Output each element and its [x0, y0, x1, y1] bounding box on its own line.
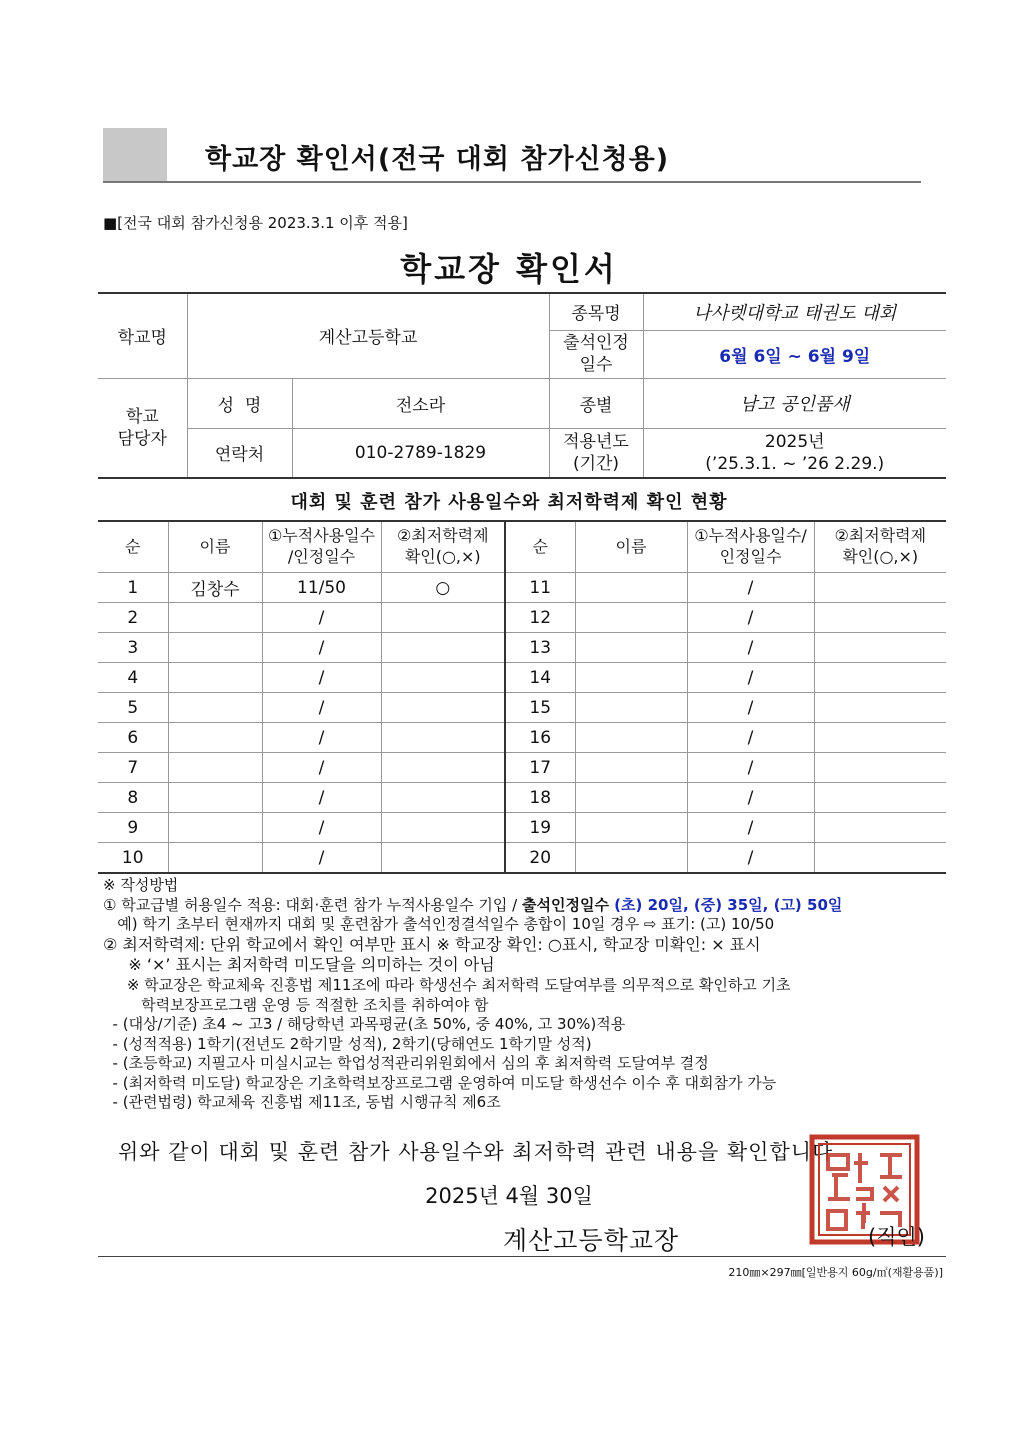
guide-title: ※ 작성방법	[103, 876, 179, 894]
table-row	[98, 753, 946, 783]
footer-paper-spec: 210㎜×297㎜[일반용지 60g/㎡(재활용품)]	[728, 1266, 943, 1279]
roster-name	[168, 693, 262, 723]
roster-days: /	[687, 693, 814, 723]
guide-line-1-text: ① 학교급별 허용일수 적용: 대회·훈련 참가 누적사용일수 기입 /	[103, 895, 522, 914]
header-acad-right: ②최저학력제 확인(○,×)	[814, 521, 946, 573]
roster-check	[814, 813, 946, 843]
contact-label: 연락처	[187, 428, 292, 478]
main-title: 학교장 확인서	[400, 250, 618, 288]
year-period: (’25.3.1. ~ ’26 2.29.)	[705, 453, 885, 474]
roster-check	[814, 573, 946, 603]
roster-name	[168, 723, 262, 753]
roster-days: /	[262, 693, 381, 723]
header-days-right: ①누적사용일수/ 인정일수	[687, 521, 814, 573]
guide-line-3: ② 최저학력제: 단위 학교에서 확인 여부만 표시 ※ 학교장 확인: ○표시, 학교장 미확인: × 표시	[103, 934, 761, 954]
table-row	[98, 843, 946, 874]
roster-no: 1	[98, 573, 168, 603]
guide-line-7: - (대상/기준) 초4 ~ 고3 / 해당학년 과목평균(초 50%, 중 40%, 고 30%)적용	[103, 1015, 626, 1034]
header-acad-left: ②최저학력제 확인(○,×)	[381, 521, 505, 573]
roster-check	[814, 723, 946, 753]
contact-value: 010-2789-1829	[292, 428, 549, 478]
roster-check	[381, 663, 505, 693]
roster-days: /	[262, 633, 381, 663]
roster-name	[168, 603, 262, 633]
guide-line-4: ※ ‘×’ 표시는 최저학력 미도달을 의미하는 것이 아님	[103, 955, 495, 975]
category-value: 남고 공인품새	[643, 378, 946, 428]
guide-line-10: - (최저학력 미도달) 학교장은 기초학력보장프로그램 운영하여 미도달 학생선수 이수 후 대회참가 가능	[103, 1073, 777, 1092]
roster-name	[168, 663, 262, 693]
roster-no: 18	[505, 783, 575, 813]
roster-no: 17	[505, 753, 575, 783]
roster-check	[381, 603, 505, 633]
roster-days: /	[687, 603, 814, 633]
roster-name	[168, 633, 262, 663]
event-value: 나사렛대학교 태권도 대회	[643, 293, 946, 330]
roster-name	[575, 813, 687, 843]
header-no-left: 순	[98, 521, 168, 573]
year-value: 2025년	[764, 431, 825, 452]
roster-name	[575, 843, 687, 874]
roster-days: /	[687, 813, 814, 843]
roster-no: 5	[98, 693, 168, 723]
guide-line-2: 예) 학기 초부터 현재까지 대회 및 훈련참가 출석인정결석일수 총합이 10일 경우 ⇨ 표기: (고) 10/50	[103, 915, 775, 933]
roster-check	[814, 753, 946, 783]
roster-days: /	[687, 753, 814, 783]
roster-no: 2	[98, 603, 168, 633]
year-cell	[643, 428, 946, 478]
roster-no: 14	[505, 663, 575, 693]
manager-label: 학교 담당자	[98, 378, 187, 478]
roster-check	[381, 723, 505, 753]
roster-days: /	[687, 843, 814, 874]
status-title: 대회 및 훈련 참가 사용일수와 최저학력제 확인 현황	[290, 492, 728, 513]
roster-no: 12	[505, 603, 575, 633]
category-label: 종별	[549, 378, 643, 428]
header-days-left: ①누적사용일수 /인정일수	[262, 521, 381, 573]
roster-check	[814, 693, 946, 723]
roster-name	[168, 813, 262, 843]
guide-line-9: - (초등학교) 지필고사 미실시교는 학업성적관리위원회에서 심의 후 최저학력 도달여부 결정	[103, 1054, 709, 1073]
guide-line-1-highlight: (초) 20일, (중) 35일, (고) 50일	[614, 895, 843, 914]
roster-name: 김창수	[168, 573, 262, 603]
guide-line-6: 학력보장프로그램 운영 등 적절한 조치를 취하여야 함	[103, 995, 489, 1014]
guide-line-8: - (성적적용) 1학기(전년도 2학기말 성적), 2학기(당해연도 1학기말 성적)	[103, 1034, 592, 1053]
roster-name	[575, 633, 687, 663]
guide-section	[103, 876, 953, 1113]
roster-no: 16	[505, 723, 575, 753]
roster-name	[575, 723, 687, 753]
roster-no: 7	[98, 753, 168, 783]
roster-no: 9	[98, 813, 168, 843]
roster-no: 8	[98, 783, 168, 813]
seal-label: (직인)	[868, 1225, 925, 1249]
roster-days: /	[262, 663, 381, 693]
roster-no: 19	[505, 813, 575, 843]
roster-days: /	[262, 723, 381, 753]
guide-line-5: ※ 학교장은 학교체육 진흥법 제11조에 따라 학생선수 최저학력 도달여부를 의무적으로 확인하고 기초	[103, 976, 791, 995]
roster-no: 4	[98, 663, 168, 693]
header-name-left: 이름	[168, 521, 262, 573]
roster-days: /	[687, 723, 814, 753]
confirm-date: 2025년 4월 30일	[425, 1184, 593, 1208]
guide-line-1	[103, 896, 953, 916]
table-row	[98, 603, 946, 633]
header-divider	[103, 181, 921, 183]
roster-check	[814, 843, 946, 874]
roster-check	[814, 663, 946, 693]
header-name-right: 이름	[575, 521, 687, 573]
roster-check	[814, 633, 946, 663]
roster-name	[168, 843, 262, 874]
attend-value: 6월 6일 ~ 6월 9일	[643, 330, 946, 378]
school-label: 학교명	[98, 293, 187, 378]
roster-days: /	[262, 603, 381, 633]
name-label: 성 명	[187, 378, 292, 428]
roster-days: /	[687, 573, 814, 603]
roster-name	[168, 783, 262, 813]
roster-no: 13	[505, 633, 575, 663]
roster-no: 11	[505, 573, 575, 603]
confirm-text: 위와 같이 대회 및 훈련 참가 사용일수와 최저학력 관련 내용을 확인합니다	[118, 1140, 834, 1164]
roster-name	[575, 693, 687, 723]
roster-days: 11/50	[262, 573, 381, 603]
roster-check	[381, 843, 505, 874]
table-row	[98, 573, 946, 603]
table-row	[98, 693, 946, 723]
guide-line-11: - (관련법령) 학교체육 진흥법 제11조, 동법 시행규칙 제6조	[103, 1093, 501, 1112]
roster-check	[381, 633, 505, 663]
table-row	[98, 783, 946, 813]
roster-days: /	[262, 753, 381, 783]
roster-days: /	[687, 783, 814, 813]
header-decor-box	[103, 128, 167, 182]
roster-days: /	[687, 633, 814, 663]
roster-check	[381, 693, 505, 723]
roster-check: ○	[381, 573, 505, 603]
roster-no: 10	[98, 843, 168, 874]
roster-name	[575, 603, 687, 633]
roster-name	[575, 753, 687, 783]
table-row	[98, 813, 946, 843]
roster-name	[575, 783, 687, 813]
year-label: 적용년도 (기간)	[549, 428, 643, 478]
roster-no: 15	[505, 693, 575, 723]
roster-check	[381, 813, 505, 843]
footer-divider	[98, 1256, 946, 1257]
roster-no: 20	[505, 843, 575, 874]
roster-check	[381, 753, 505, 783]
header-no-right: 순	[505, 521, 575, 573]
guide-line-1-bold: 출석인정일수	[522, 895, 615, 914]
roster-name	[575, 573, 687, 603]
header-title: 학교장 확인서(전국 대회 참가신청용)	[205, 144, 670, 175]
info-table	[98, 292, 946, 479]
roster-table	[98, 520, 946, 874]
roster-check	[814, 783, 946, 813]
table-row	[98, 633, 946, 663]
event-label: 종목명	[549, 293, 643, 330]
roster-name	[168, 753, 262, 783]
roster-days: /	[262, 813, 381, 843]
table-row	[98, 723, 946, 753]
roster-no: 3	[98, 633, 168, 663]
attend-label: 출석인정 일수	[549, 330, 643, 378]
school-value: 계산고등학교	[187, 293, 549, 378]
roster-days: /	[262, 843, 381, 874]
roster-days: /	[687, 663, 814, 693]
roster-name	[575, 663, 687, 693]
principal-name: 계산고등학교장	[503, 1226, 680, 1255]
roster-check	[814, 603, 946, 633]
roster-no: 6	[98, 723, 168, 753]
roster-days: /	[262, 783, 381, 813]
roster-check	[381, 783, 505, 813]
name-value: 전소라	[292, 378, 549, 428]
notice-text: ■[전국 대회 참가신청용 2023.3.1 이후 적용]	[103, 214, 408, 232]
table-row	[98, 663, 946, 693]
